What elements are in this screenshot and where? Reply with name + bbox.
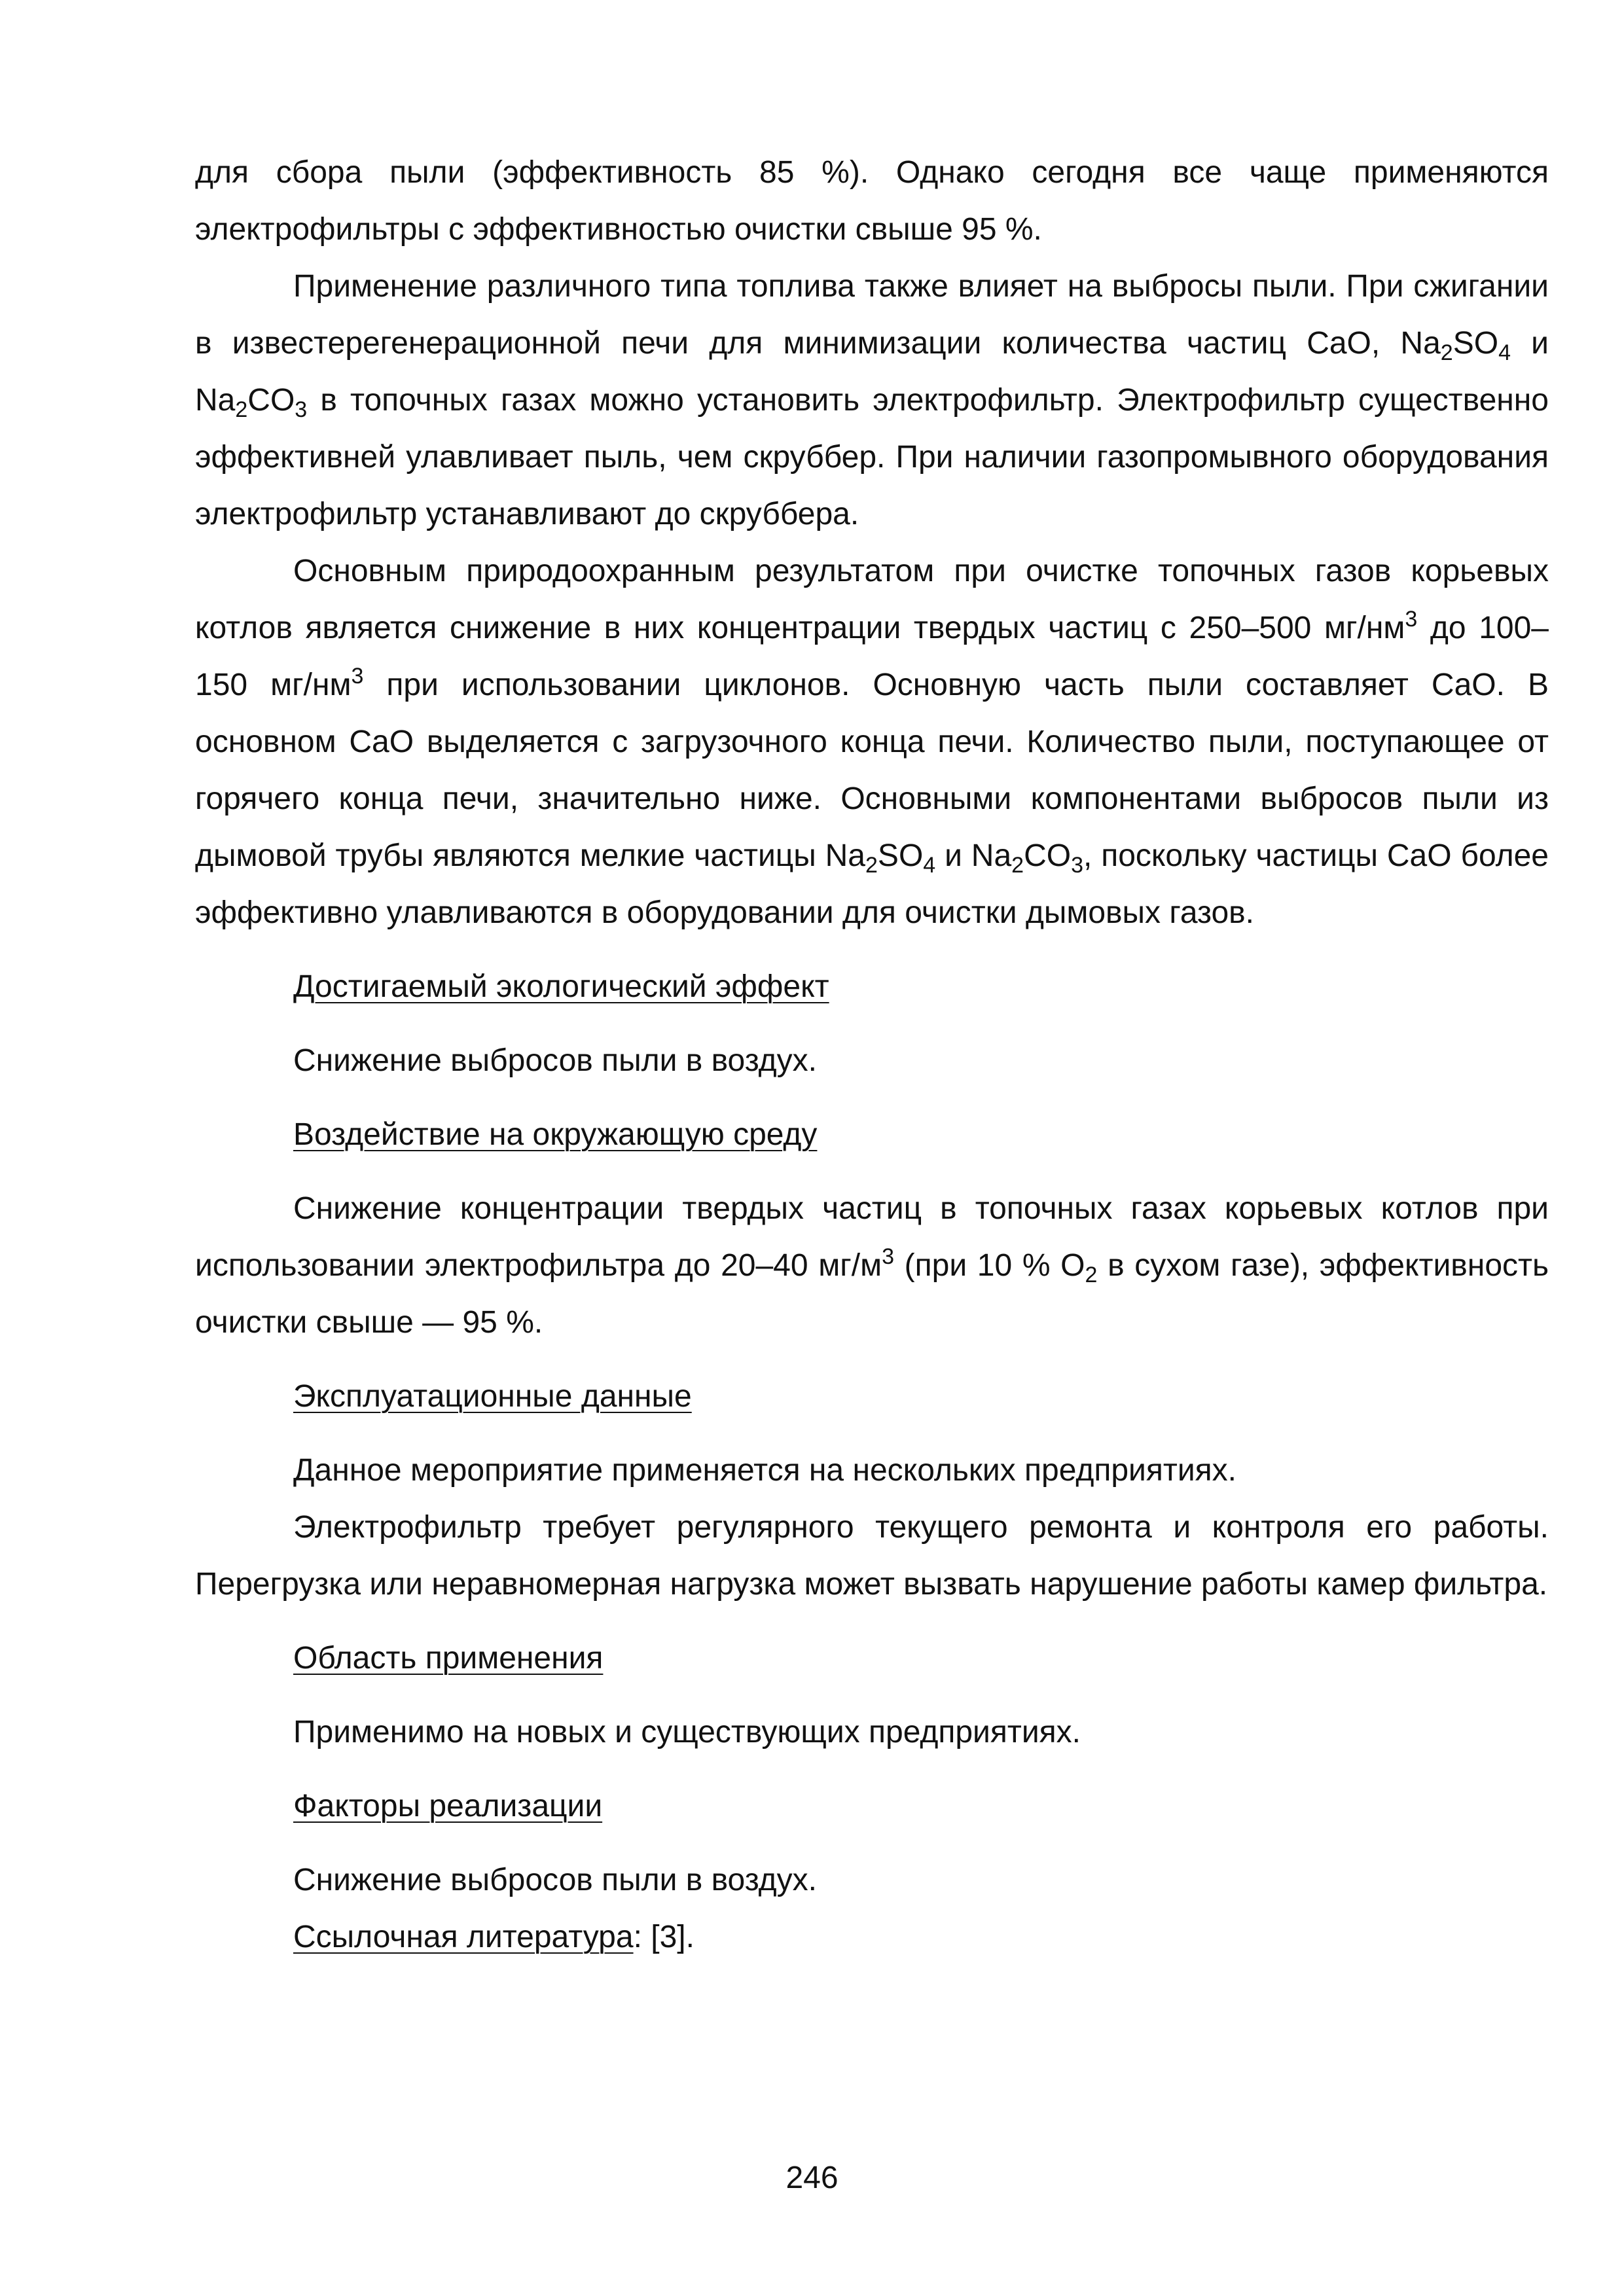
heading-operational-data: Эксплуатационные данные [293,1379,692,1414]
paragraph-dust-collection: для сбора пыли (эффективность 85 %). Однако сегодня все чаще применяются электрофильтры с эффективностью очистки свыше 95 %. [195,155,1549,247]
text-environmental-impact: Снижение концентрации твердых частиц в топочных газах корьевых котлов при использовании электрофильтра до 20–40 $мг/м^3$ (при 10 % $O_2$ в сухом газе), эффективность очистки свыше — 95 %. [195,1191,1549,1340]
body-text [195,144,1549,1965]
paragraph-main-result: Основным природоохранным результатом при очистке топочных газов корьевых котлов является снижение в них концентрации твердых частиц с 250–500 $мг/нм^3$ до 100–150 $мг/нм^3$ при использовании циклонов. Основную часть пыли составляет CaO. В основном CaO выделяется с загрузочного конца печи. Количество пыли, поступающее от горячего конца печи, значительно ниже. Основными компонентами выбросов пыли из дымовой трубы являются мелкие частицы $Na_2SO_4$ и $Na_2CO_3$, поскольку частицы CaO более эффективно улавливаются в оборудовании для очистки дымовых газов. [195,554,1549,930]
heading-environmental-effect: Достигаемый экологический эффект [293,969,829,1004]
text-operational-data-2: Электрофильтр требует регулярного текущего ремонта и контроля его работы. Перегрузка или неравномерная нагрузка может вызвать нарушение работы камер фильтра. [195,1510,1549,1602]
heading-implementation-factors: Факторы реализации [293,1789,603,1823]
text-applicability: Применимо на новых и существующих предприятиях. [293,1715,1081,1749]
heading-applicability: Область применения [293,1641,604,1676]
heading-environmental-impact: Воздействие на окружающую среду [293,1117,818,1152]
text-operational-data-1: Данное мероприятие применяется на нескольких предприятиях. [293,1453,1236,1488]
reference-value: : [3]. [633,1920,695,1954]
text-implementation-factors: Снижение выбросов пыли в воздух. [293,1863,817,1897]
page-number: 246 [785,2161,839,2195]
reference-line [195,1909,1549,1965]
paragraph-fuel-type: Применение различного типа топлива также влияет на выбросы пыли. При сжигании в известерегенерационной печи для минимизации количества частиц CaO, $Na_2SO_4$ и $Na_2CO_3$ в топочных газах можно установить электрофильтр. Электрофильтр существенно эффективней улавливает пыль, чем скруббер. При наличии газопромывного оборудования электрофильтр устанавливают до скруббера. [195,269,1549,531]
text-environmental-effect: Снижение выбросов пыли в воздух. [293,1043,817,1078]
reference-label: Ссылочная литература [293,1920,634,1954]
